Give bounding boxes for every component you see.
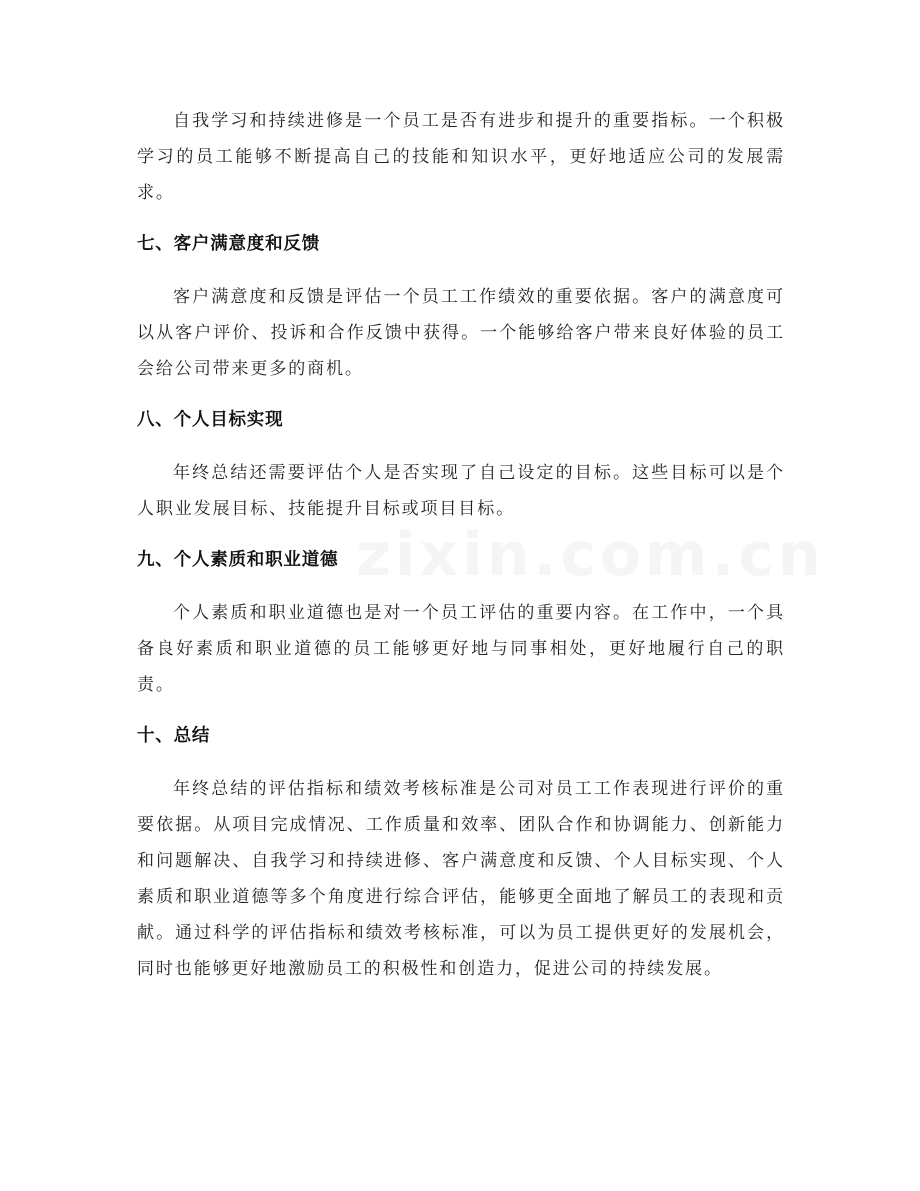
section-paragraph-10: 年终总结的评估指标和绩效考核标准是公司对员工工作表现进行评价的重要依据。从项目完成情况、工作质量和效率、团队合作和协调能力、创新能力和问题解决、自我学习和持续进修、客户满意度和反馈、个人目标实现、个人素质和职业道德等多个角度进行综合评估，能够更全面地了解员工的表现和贡献。通过科学的评估指标和绩效考核标准，可以为员工提供更好的发展机会，同时也能够更好地激励员工的积极性和创造力，促进公司的持续发展。 [137,779,785,979]
section-heading-10: 十、总结 [137,726,211,746]
section-heading-7: 七、客户满意度和反馈 [137,234,320,254]
intro-paragraph: 自我学习和持续进修是一个员工是否有进步和提升的重要指标。一个积极学习的员工能够不断提高自己的技能和知识水平，更好地适应公司的发展需求。 [137,111,785,203]
section-paragraph-7: 客户满意度和反馈是评估一个员工工作绩效的重要依据。客户的满意度可以从客户评价、投诉和合作反馈中获得。一个能够给客户带来良好体验的员工会给公司带来更多的商机。 [137,287,785,379]
section-heading-8: 八、个人目标实现 [137,410,284,430]
section-paragraph-8: 年终总结还需要评估个人是否实现了自己设定的目标。这些目标可以是个人职业发展目标、技能提升目标或项目目标。 [137,463,785,519]
watermark: zixin.com.cn [356,520,825,590]
document-body [137,103,785,987]
section-heading-9: 九、个人素质和职业道德 [137,550,339,570]
section-paragraph-9: 个人素质和职业道德也是对一个员工评估的重要内容。在工作中，一个具备良好素质和职业道德的员工能够更好地与同事相处，更好地履行自己的职责。 [137,603,785,695]
